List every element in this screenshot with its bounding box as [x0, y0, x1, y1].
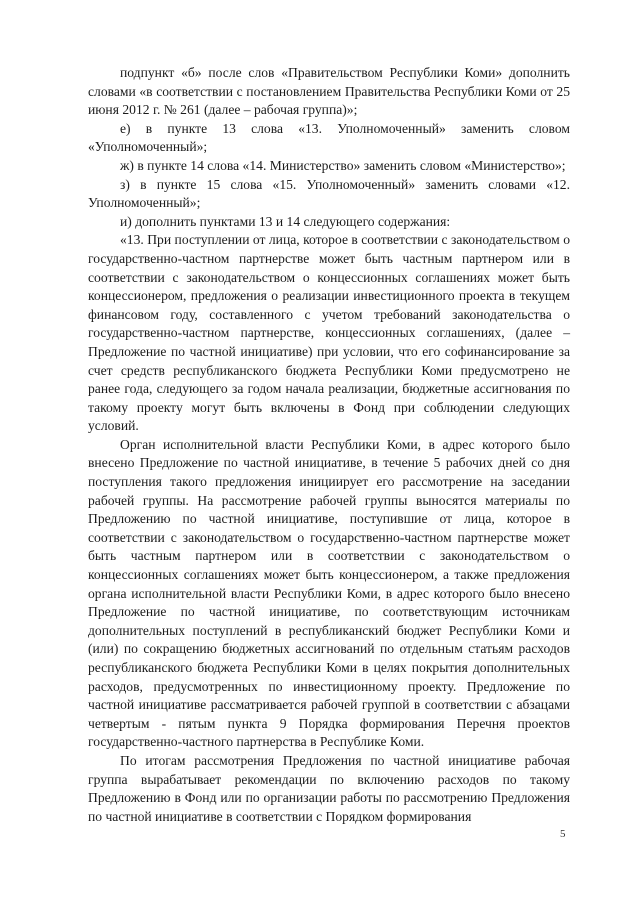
document-text: [88, 64, 570, 826]
paragraph-point-13: «13. При поступлении от лица, которое в соответствии с законодательством о государственно-частном партнерстве может быть частным партнером или в соответствии с законодательством о концессионных соглашениях может быть концессионером, предложения о реализации инвестиционного проекта в текущем финансовом году, составленного с учетом требований законодательства о государственно-частном партнерстве, концессионных соглашениях, (далее – Предложение по частной инициативе) при условии, что его софинансирование за счет средств республиканского бюджета Республики Коми предусмотрено не ранее года, следующего за годом начала реализации, бюджетные ассигнования по такому проекту могут быть включены в Фонд при соблюдении следующих условий.: [88, 232, 570, 434]
paragraph-item-zh: ж) в пункте 14 слова «14. Министерство» заменить словом «Министерство»;: [120, 157, 566, 173]
paragraph-executive-body: Орган исполнительной власти Республики Коми, в адрес которого было внесено Предложение по частной инициативе, в течение 5 рабочих дней со дня поступления такого предложения инициирует его рассмотрение на заседании рабочей группы. На рассмотрение рабочей группы выносятся материалы по Предложению по частной инициативе, поступившие от лица, которое в соответствии с законодательством о государственно-частном партнерстве может быть частным партнером или в соответствии с законодательством о концессионных соглашениях может быть концессионером, а также предложения органа исполнительной власти Республики Коми, в адрес которого было внесено Предложение по частной инициативе, по соответствующим источникам дополнительных поступлений в республиканский бюджет Республики Коми и (или) по сокращению бюджетных ассигнований по отдельным статьям расходов республиканского бюджета Республики Коми в целях покрытия дополнительных расходов, предусмотренных по инвестиционному проекту. Предложение по частной инициативе рассматривается рабочей группой в соответствии с абзацами четвертым - пятым пункта 9 Порядка формирования Перечня проектов государственно-частного партнерства в Республике Коми.: [88, 436, 570, 750]
paragraph-subpoint-b: подпункт «б» после слов «Правительством Республики Коми» дополнить словами «в соответствии с постановлением Правительства Республики Коми от 25 июня 2012 г. № 261 (далее – рабочая группа)»;: [88, 65, 570, 118]
page-number: 5: [560, 828, 566, 840]
paragraph-review-results: По итогам рассмотрения Предложения по частной инициативе рабочая группа вырабатывает рекомендации по включению расходов по такому Предложению в Фонд или по организации работы по рассмотрению Предложения по частной инициативе в соответствии с Порядком формирования: [88, 752, 570, 824]
paragraph-item-e: е) в пункте 13 слова «13. Уполномоченный» заменить словом «Уполномоченный»;: [88, 120, 570, 155]
paragraph-item-i: и) дополнить пунктами 13 и 14 следующего содержания:: [120, 213, 451, 229]
paragraph-item-z: з) в пункте 15 слова «15. Уполномоченный» заменить словами «12. Уполномоченный»;: [88, 176, 570, 211]
